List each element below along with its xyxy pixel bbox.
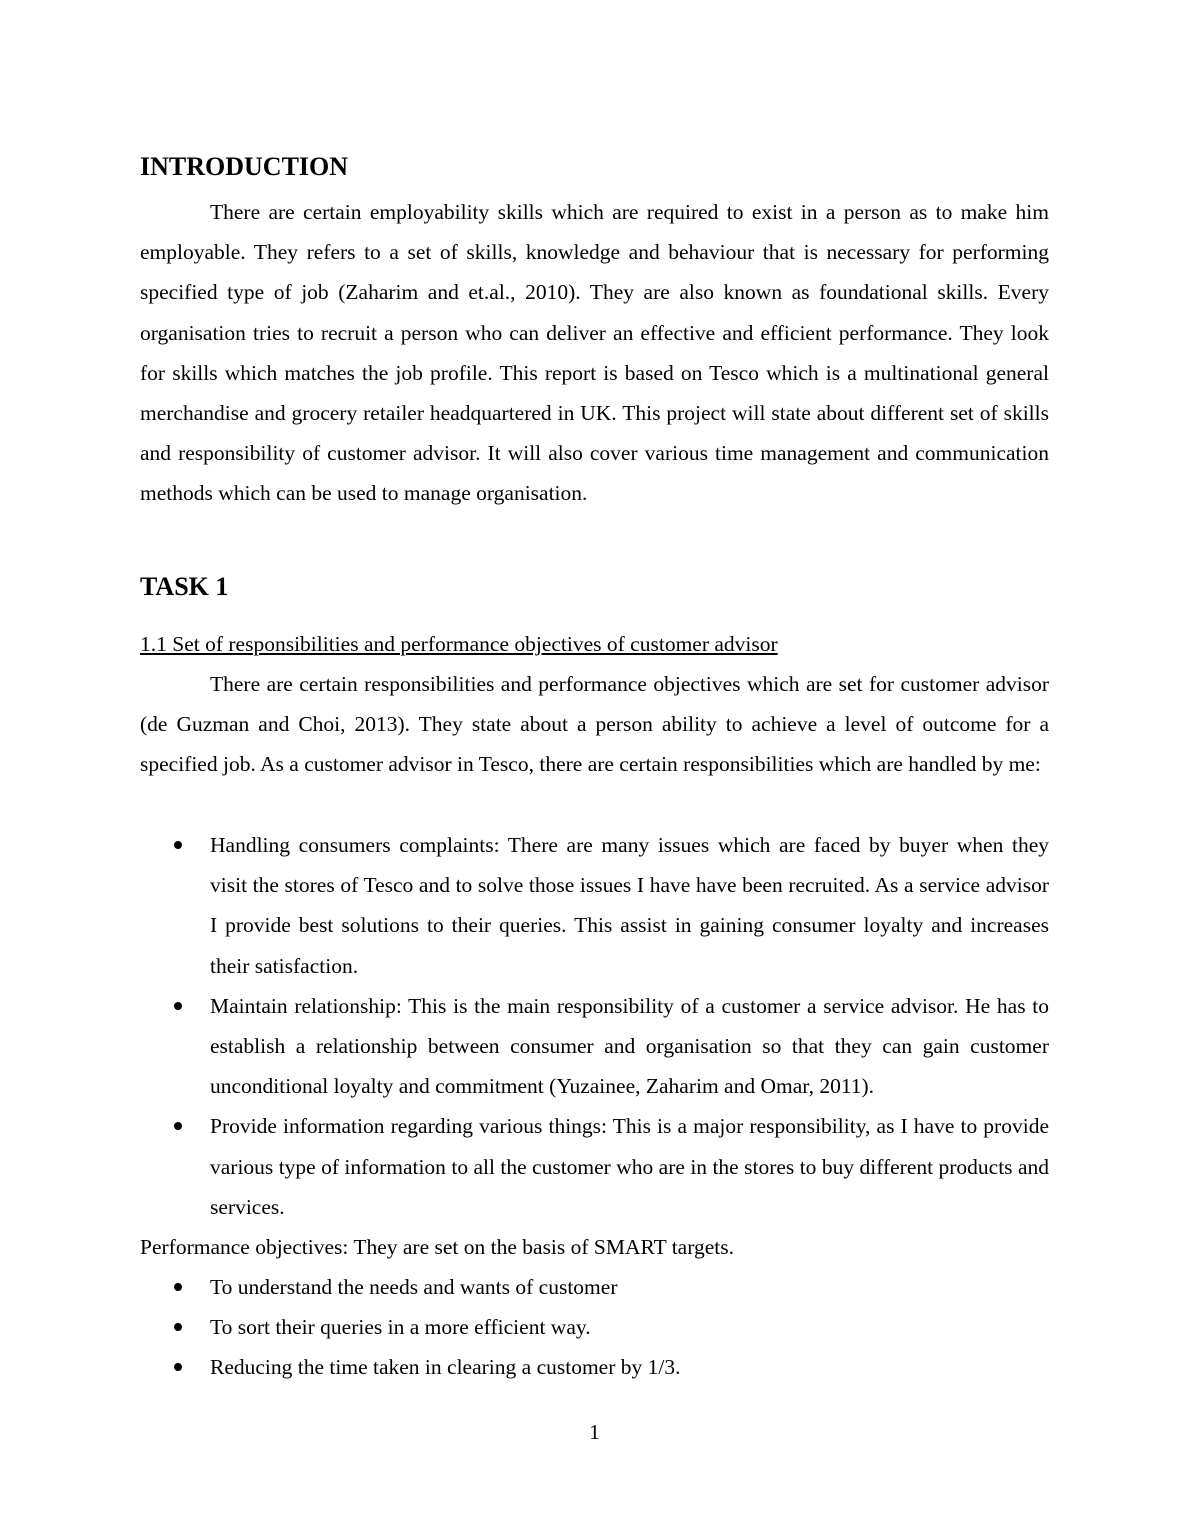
task-paragraph: There are certain responsibilities and performance objectives which are set for customer advisor (de Guzman and Choi, 2013). They state about a person ability to achieve a level of outcome for a specified job. As a customer advisor in Tesco, there are certain responsibilities which are handled by me:: [140, 672, 1049, 777]
list-item: [140, 1307, 1049, 1347]
introduction-paragraph: There are certain employability skills which are required to exist in a person as to make him employable. They refers to a set of skills, knowledge and behaviour that is necessary for performing specified type of job (Zaharim and et.al., 2010). They are also known as foundational skills. Every organisation tries to recruit a person who can deliver an effective and efficient performance. They look for skills which matches the job profile. This report is based on Tesco which is a multinational general merchandise and grocery retailer headquartered in UK. This project will state about different set of skills and responsibility of customer advisor. It will also cover various time management and communication methods which can be used to manage organisation.: [140, 200, 1049, 506]
bullet-icon: [174, 841, 182, 849]
list-item-text: To understand the needs and wants of customer: [210, 1275, 618, 1299]
list-item: [140, 1267, 1049, 1307]
objectives-list: [140, 1267, 1049, 1388]
list-item-text: Maintain relationship: This is the main responsibility of a customer a service advisor. He has to establish a relationship between consumer and organisation so that they can gain customer unconditional loyalty and commitment (Yuzainee, Zaharim and Omar, 2011).: [210, 993, 1049, 1099]
page-number: 1: [589, 1420, 600, 1444]
bullet-icon: [174, 1363, 182, 1371]
bullet-icon: [174, 1283, 182, 1291]
list-item: [140, 1347, 1049, 1387]
responsibilities-list: [140, 825, 1049, 1227]
performance-intro: Performance objectives: They are set on the basis of SMART targets.: [140, 1235, 735, 1259]
list-item-text: Reducing the time taken in clearing a customer by 1/3.: [210, 1355, 681, 1380]
list-item: [140, 825, 1049, 986]
bullet-icon: [174, 1323, 182, 1331]
list-item-text: Handling consumers complaints: There are many issues which are faced by buyer when they visit the stores of Tesco and to solve those issues I have have been recruited. As a service advisor I provide best solutions to their queries. This assist in gaining consumer loyalty and increases their satisfaction.: [210, 833, 1049, 978]
section-heading: 1.1 Set of responsibilities and performance objectives of customer advisor: [140, 632, 778, 656]
list-item-text: To sort their queries in a more efficient way.: [210, 1315, 591, 1340]
list-item: [140, 986, 1049, 1107]
bullet-icon: [174, 1002, 182, 1010]
introduction-heading: INTRODUCTION: [140, 152, 349, 181]
list-item-text: Provide information regarding various things: This is a major responsibility, as I have to provide various type of information to all the customer who are in the stores to buy different products and services.: [210, 1114, 1049, 1219]
document-page: [140, 0, 1049, 1540]
task-heading: TASK 1: [140, 572, 229, 601]
bullet-icon: [174, 1122, 182, 1130]
list-item: [140, 1106, 1049, 1227]
